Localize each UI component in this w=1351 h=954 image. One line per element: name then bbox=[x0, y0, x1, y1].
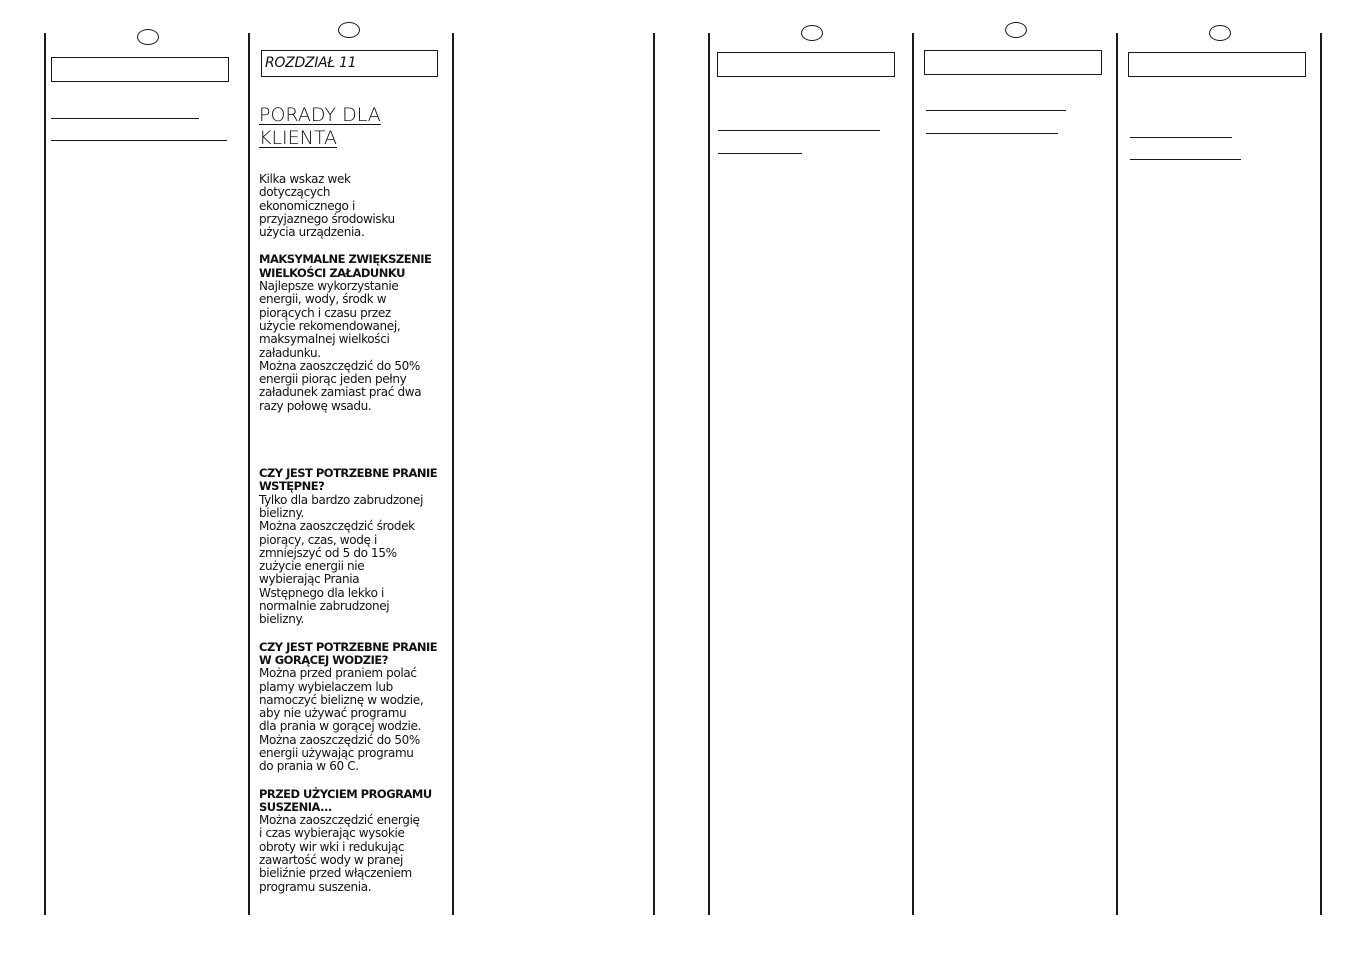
language-oval bbox=[338, 22, 360, 38]
section-heading: PRZED UŻYCIEM PROGRAMU SUSZENIA... bbox=[259, 786, 432, 814]
title-rule bbox=[1130, 137, 1232, 138]
page-title: PORADY DLA KLIENTA bbox=[259, 104, 381, 149]
title-rule bbox=[718, 153, 802, 154]
language-oval bbox=[1005, 22, 1027, 38]
language-oval bbox=[801, 25, 823, 41]
chapter-box-empty bbox=[924, 50, 1102, 75]
column-divider-3 bbox=[452, 33, 454, 915]
column-divider-1 bbox=[44, 33, 46, 915]
chapter-box-empty bbox=[717, 52, 895, 77]
title-rule bbox=[926, 133, 1058, 134]
chapter-label: ROZDZIAŁ 11 bbox=[261, 50, 438, 77]
language-oval bbox=[1209, 25, 1231, 41]
chapter-box-empty bbox=[51, 57, 229, 82]
section-body: Tylko dla bardzo zabrudzonej bielizny. Można zaoszczędzić środek piorący, czas, wodę i zmniejszyć od 5 do 15% zużycie energii nie wybierając Prania Wstępnego dla lekko i normalnie zabrudzonej bielizny. bbox=[259, 492, 424, 627]
section-body: Można zaoszczędzić energię i czas wybierając wysokie obroty wir wki i redukując zawartość wody w pranej bieliźnie przed włączeniem programu suszenia. bbox=[259, 813, 420, 894]
tips-content bbox=[259, 173, 444, 894]
column-divider-7 bbox=[1116, 33, 1118, 915]
column-divider-6 bbox=[912, 33, 914, 915]
chapter-box-empty bbox=[1128, 52, 1306, 77]
column-divider-5 bbox=[708, 33, 710, 915]
section-heading: CZY JEST POTRZEBNE PRANIE W GORĄCEJ WODZIE? bbox=[259, 639, 438, 667]
language-oval bbox=[137, 29, 159, 45]
section-heading: MAKSYMALNE ZWIĘKSZENIE WIELKOŚCI ZAŁADUNKU bbox=[259, 252, 432, 280]
title-rule bbox=[926, 110, 1066, 111]
intro-paragraph: Kilka wskaz wek dotyczących ekonomicznego i przyjaznego środowisku użycia urządzenia. bbox=[259, 172, 395, 240]
column-divider-8 bbox=[1320, 33, 1322, 915]
section-body: Najlepsze wykorzystanie energii, wody, środk w piorących i czasu przez użycie rekomendowanej, maksymalnej wielkości załadunku. Można zaoszczędzić do 50% energii piorąc jeden pełny załadunek zamiast prać dwa razy połowę wsadu. bbox=[259, 279, 422, 413]
title-rule bbox=[51, 140, 227, 141]
column-divider-4 bbox=[653, 33, 655, 915]
title-rule bbox=[1130, 159, 1241, 160]
title-rule bbox=[718, 130, 880, 131]
column-divider-2 bbox=[248, 33, 250, 915]
section-heading: CZY JEST POTRZEBNE PRANIE WSTĘPNE? bbox=[259, 466, 438, 494]
section-body: Można przed praniem polać plamy wybielaczem lub namoczyć bieliznę w wodzie, aby nie używać programu dla prania w gorącej wodzie. Można zaoszczędzić do 50% energii używając programu do prania w 60 C. bbox=[259, 666, 424, 774]
title-rule bbox=[51, 118, 199, 119]
